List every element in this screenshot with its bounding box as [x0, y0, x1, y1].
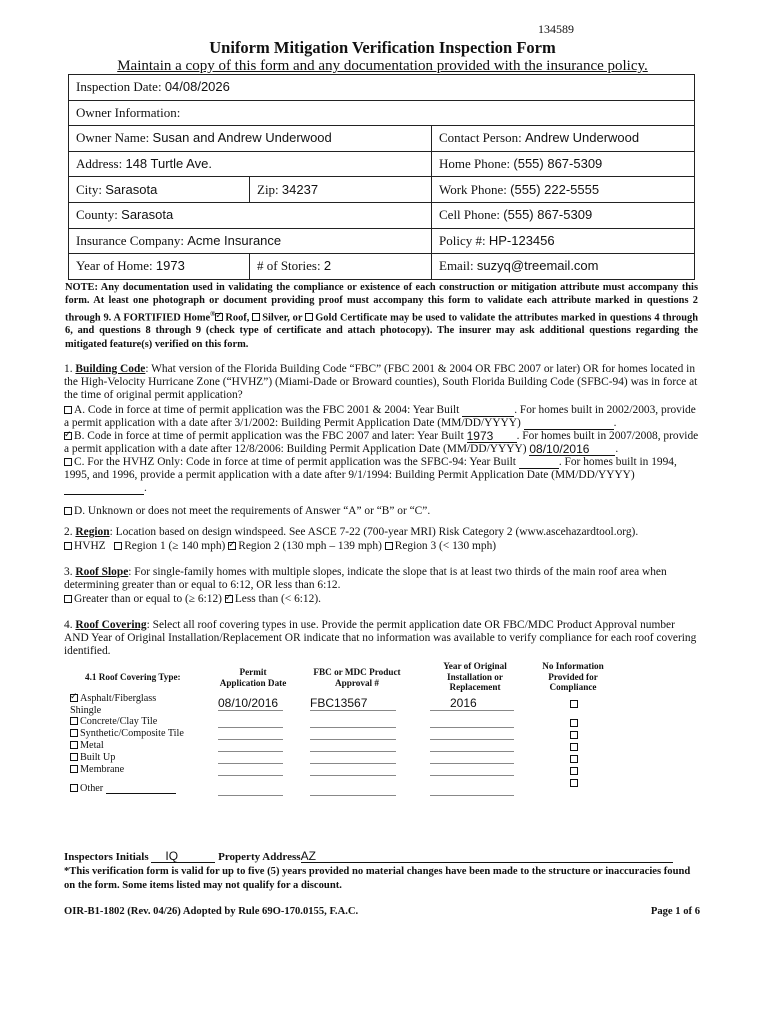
q4-number: 4. — [64, 619, 73, 631]
rc-asphalt-label-2: Shingle — [70, 705, 102, 716]
rc-membrane-year[interactable] — [430, 775, 514, 776]
rc-builtup-year[interactable] — [430, 763, 514, 764]
rc-asphalt-permit-date[interactable]: 08/10/2016 — [218, 697, 283, 711]
rc-row-other-type — [70, 783, 176, 794]
note-roof-label: Roof, — [225, 312, 250, 324]
owner-info-row — [69, 100, 695, 126]
rc-row-synthetic-type — [70, 728, 184, 739]
rc-row-asphalt-type — [70, 693, 156, 704]
rc-metal-label: Metal — [80, 740, 104, 751]
owner-info-heading: Owner Information: — [69, 100, 695, 126]
rc-synthetic-fbc-number[interactable] — [310, 739, 396, 740]
rc-header-permit: Permit Application Date — [219, 667, 287, 688]
rc-concrete-checkbox[interactable] — [70, 717, 78, 725]
q1-title: Building Code — [75, 363, 146, 375]
city-value: Sarasota — [105, 181, 158, 197]
stories-field[interactable] — [250, 254, 432, 280]
page-number: Page 1 of 6 — [650, 906, 700, 917]
q2-region3-label: Region 3 (< 130 mph) — [394, 540, 497, 552]
city-label: City: — [76, 181, 103, 197]
work-phone-field[interactable] — [432, 177, 695, 203]
q1-c-checkbox[interactable] — [64, 458, 72, 466]
inspector-initials-field[interactable]: IQ — [151, 850, 215, 863]
rc-other-permit-date[interactable] — [218, 795, 283, 796]
q1-intro — [64, 363, 699, 402]
inspection-date-row — [69, 75, 695, 101]
q2-region1-label: Region 1 (≥ 140 mph) — [124, 540, 226, 552]
insurance-value: Acme Insurance — [187, 232, 282, 248]
email-field[interactable] — [432, 254, 695, 280]
cell-phone-label: Cell Phone: — [439, 207, 501, 223]
rc-synthetic-year[interactable] — [430, 739, 514, 740]
inspector-initials-row — [64, 850, 673, 863]
q1-option-b: ✓B. Code in force at time of permit application was the FBC 2007 and later: Year Built 1973 . For homes built in 2007/2008, provide a permit application with a date after 12/8/2006: Building Permit Application Date (MM/DD/YYYY) 08/10/2016 . — [64, 430, 699, 456]
city-row — [69, 177, 695, 203]
q2-hvhz-label: HVHZ — [74, 540, 106, 552]
note-text-2: Gold Certificate may be used to validate the attributes marked in questions 4 through 6, and questions 8 through 9 (check type of certificate and attach photocopy). The insurer may ask additional questions regarding the mitigated feature(s) verified on this form. — [65, 312, 699, 350]
rc-other-no-info-checkbox[interactable] — [570, 779, 578, 787]
county-row — [69, 202, 695, 228]
zip-label: Zip: — [257, 181, 279, 197]
note-text-1: NOTE: Any documentation used in validating the compliance or existence of each construction or mitigation attribute must accompany this form. At least one photograph or document providing proof must accompany this form to validate each attribute marked in questions 2 through 9. A FORTIFIED Home — [65, 282, 698, 324]
fortified-silver-checkbox[interactable] — [252, 313, 260, 321]
rc-concrete-label: Concrete/Clay Tile — [80, 716, 158, 727]
insurance-row — [69, 228, 695, 254]
zip-value: 34237 — [281, 181, 319, 197]
rc-other-year[interactable] — [430, 795, 514, 796]
q4-intro-text: : Select all roof covering types in use. Provide the permit application date OR FBC/MDC Product Approval number AND Year of Original Installation/Replacement OR indicate that no information was available to verify compliance for each roof covering identified. — [64, 619, 697, 657]
county-field[interactable] — [69, 202, 432, 228]
validity-notice: *This verification form is valid for up to five (5) years provided no material changes have been made to the structure or inaccuracies found on the form. Some items listed may not qualify for a discount. — [64, 866, 691, 891]
rc-membrane-fbc-number[interactable] — [310, 775, 396, 776]
rc-header-year: Year of Original Installation or Replacement — [443, 661, 507, 692]
policy-value: HP-123456 — [488, 232, 555, 248]
q2-options — [64, 540, 699, 553]
rc-metal-no-info-checkbox[interactable] — [570, 743, 578, 751]
county-label: County: — [76, 207, 118, 223]
year-of-home-field[interactable] — [69, 254, 250, 280]
q3-greater-checkbox[interactable] — [64, 595, 72, 603]
q1-b-year-field[interactable]: 1973 — [467, 430, 517, 443]
q3-less-label: Less than (< 6:12). — [234, 593, 321, 605]
q1-a-text: A. Code in force at time of permit application was the FBC 2001 & 2004: Year Built — [74, 404, 460, 416]
rc-builtup-label: Built Up — [80, 752, 116, 763]
rc-builtup-fbc-number[interactable] — [310, 763, 396, 764]
registered-mark: ® — [210, 309, 216, 318]
q1-d-checkbox[interactable] — [64, 507, 72, 515]
insurance-field[interactable] — [69, 228, 432, 254]
form-title: Uniform Mitigation Verification Inspection Form — [209, 38, 556, 57]
address-label: Address: — [76, 156, 123, 172]
document-number: 134589 — [538, 22, 574, 36]
home-phone-value: (555) 867-5309 — [513, 156, 603, 172]
address-row — [69, 151, 695, 177]
q3-intro-text: : For single-family homes with multiple slopes, indicate the slope that is at least two thirds of the main roof area when determining greater than or equal to 6:12, OR less than 6:12. — [64, 566, 667, 591]
q2-region3-checkbox[interactable] — [385, 542, 393, 550]
q2-title: Region — [75, 526, 110, 538]
stories-value: 2 — [323, 258, 332, 274]
cell-phone-field[interactable] — [432, 202, 695, 228]
q1-b-text-2: . For homes built in 2007/2008, provide a permit application with a date after 12/8/2006: Building Permit Application Date (MM/DD/YYYY) — [64, 430, 699, 455]
rc-builtup-checkbox[interactable] — [70, 753, 78, 761]
rc-asphalt-no-info-checkbox[interactable] — [570, 700, 578, 708]
rc-other-fbc-number[interactable] — [310, 795, 396, 796]
policy-field[interactable] — [432, 228, 695, 254]
contact-person-field[interactable] — [432, 126, 695, 152]
policy-label: Policy #: — [439, 232, 486, 248]
year-of-home-label: Year of Home: — [76, 258, 153, 274]
form-identifier: OIR-B1-1802 (Rev. 04/26) Adopted by Rule 69O-170.0155, F.A.C. — [64, 906, 359, 917]
fortified-roof-checkbox[interactable] — [215, 313, 223, 321]
q3-greater-label: Greater than or equal to (≥ 6:12) — [74, 593, 222, 605]
rc-concrete-fbc-number[interactable] — [310, 727, 396, 728]
fortified-gold-checkbox[interactable] — [305, 313, 313, 321]
note-silver-label: Silver, or — [262, 312, 303, 324]
rc-concrete-no-info-checkbox[interactable] — [570, 719, 578, 727]
contact-person-label: Contact Person: — [439, 130, 522, 146]
rc-membrane-no-info-checkbox[interactable] — [570, 767, 578, 775]
email-label: Email: — [439, 258, 474, 274]
rc-row-builtup-type — [70, 752, 115, 763]
stories-label: # of Stories: — [257, 258, 321, 274]
owner-info-table — [68, 74, 695, 280]
q3-intro — [64, 566, 699, 592]
q1-d-text: D. Unknown or does not meet the requirements of Answer “A” or “B” or “C”. — [74, 505, 431, 517]
q1-c-date-field[interactable] — [64, 494, 144, 495]
cell-phone-value: (555) 867-5309 — [503, 207, 593, 223]
q2-number: 2. — [64, 526, 73, 538]
form-subtitle: Maintain a copy of this form and any documentation provided with the insurance policy. — [117, 58, 648, 74]
rc-synthetic-no-info-checkbox[interactable] — [570, 731, 578, 739]
inspector-initials-label: Inspectors Initials — [64, 851, 149, 863]
rc-builtup-permit-date[interactable] — [218, 763, 283, 764]
inspection-date-label: Inspection Date: — [76, 79, 162, 95]
rc-row-concrete-type — [70, 716, 157, 727]
rc-membrane-label: Membrane — [80, 764, 125, 775]
rc-concrete-year[interactable] — [430, 727, 514, 728]
rc-header-no-info: No Information Provided for Compliance — [542, 661, 604, 692]
rc-metal-year[interactable] — [430, 751, 514, 752]
rc-synthetic-checkbox[interactable] — [70, 729, 78, 737]
rc-other-label: Other — [80, 783, 104, 794]
q1-option-d — [64, 505, 699, 518]
q1-b-text: B. Code in force at time of permit application was the FBC 2007 and later: Year Built — [74, 430, 464, 442]
rc-header-fbc: FBC or MDC Product Approval # — [313, 667, 401, 688]
inspection-date-cell[interactable] — [69, 75, 695, 101]
q3-options — [64, 593, 699, 606]
address-value: 148 Turtle Ave. — [125, 156, 212, 172]
rc-synthetic-label: Synthetic/Composite Tile — [80, 728, 184, 739]
rc-asphalt-checkbox[interactable] — [70, 694, 78, 702]
owner-name-value: Susan and Andrew Underwood — [152, 130, 332, 146]
q1-a-checkbox[interactable] — [64, 406, 72, 414]
rc-header-type: 4.1 Roof Covering Type: — [85, 672, 181, 682]
insurance-label: Insurance Company: — [76, 232, 184, 248]
zip-field[interactable] — [250, 177, 432, 203]
rc-asphalt-fbc-number[interactable]: FBC13567 — [310, 697, 396, 711]
owner-name-row — [69, 126, 695, 152]
email-value: suzyq@treemail.com — [476, 258, 599, 274]
rc-metal-fbc-number[interactable] — [310, 751, 396, 752]
q1-c-text: C. For the HVHZ Only: Code in force at time of permit application was the SFBC-94: Year Built — [74, 456, 516, 468]
q2-intro — [64, 526, 699, 539]
q3-number: 3. — [64, 566, 73, 578]
year-of-home-value: 1973 — [155, 258, 185, 274]
rc-concrete-permit-date[interactable] — [218, 727, 283, 728]
year-row — [69, 254, 695, 280]
rc-builtup-no-info-checkbox[interactable] — [570, 755, 578, 763]
q2-region2-label: Region 2 (130 mph – 139 mph) — [238, 540, 382, 552]
rc-row-membrane-type — [70, 764, 124, 775]
rc-other-specify-field[interactable] — [106, 793, 176, 794]
county-value: Sarasota — [121, 207, 174, 223]
work-phone-label: Work Phone: — [439, 181, 507, 197]
rc-synthetic-permit-date[interactable] — [218, 739, 283, 740]
q4-intro — [64, 619, 699, 658]
home-phone-field[interactable] — [432, 151, 695, 177]
q3-title: Roof Slope — [75, 566, 129, 578]
work-phone-value: (555) 222-5555 — [510, 181, 600, 197]
q3-less-checkbox[interactable] — [225, 595, 233, 603]
q1-option-c: C. For the HVHZ Only: Code in force at time of permit application was the SFBC-94: Year Built . For homes built in 1994, 1995, and 1996, provide a permit application with a date after 9/1/1994: Building Permit Application Date (MM/DD/YYYY) . — [64, 456, 677, 494]
rc-metal-checkbox[interactable] — [70, 741, 78, 749]
owner-name-label: Owner Name: — [76, 130, 150, 146]
rc-row-metal-type — [70, 740, 104, 751]
rc-membrane-checkbox[interactable] — [70, 765, 78, 773]
q4-title: Roof Covering — [75, 619, 147, 631]
rc-asphalt-year[interactable]: 2016 — [430, 697, 514, 711]
city-field[interactable] — [69, 177, 250, 203]
note-paragraph — [65, 281, 698, 351]
q1-a-text-2: . For homes built in 2002/2003, provide a permit application with a date after 3/1/2002: Building Permit Application Date (MM/DD/YYYY) — [64, 404, 696, 429]
q2-hvhz-checkbox[interactable] — [64, 542, 72, 550]
q1-c-text-2: . For homes built in 1994, 1995, and 1996, provide a permit application with a date after 9/1/1994: Building Permit Application Date (MM/DD/YYYY) — [64, 456, 677, 481]
rc-other-checkbox[interactable] — [70, 784, 78, 792]
owner-name-field[interactable] — [69, 126, 432, 152]
property-address-label: Property Address — [218, 851, 301, 863]
rc-metal-permit-date[interactable] — [218, 751, 283, 752]
q1-option-a: A. Code in force at time of permit application was the FBC 2001 & 2004: Year Built . For homes built in 2002/2003, provide a permit application with a date after 3/1/2002: Building Permit Application Date (MM/DD/YYYY) . — [64, 404, 696, 429]
q1-b-checkbox[interactable] — [64, 432, 72, 440]
inspection-date-value: 04/08/2026 — [164, 79, 230, 95]
q2-region2-checkbox[interactable] — [228, 542, 236, 550]
address-field[interactable] — [69, 151, 432, 177]
home-phone-label: Home Phone: — [439, 156, 511, 172]
rc-asphalt-label: Asphalt/Fiberglass — [80, 693, 157, 704]
contact-person-value: Andrew Underwood — [524, 130, 640, 146]
property-address-field[interactable]: AZ — [301, 850, 673, 863]
q1-number: 1. — [64, 363, 73, 375]
q2-intro-text: : Location based on design windspeed. See ASCE 7-22 (700-year MRI) Risk Category 2 (www.ascehazardtool.org). — [109, 526, 639, 538]
rc-membrane-permit-date[interactable] — [218, 775, 283, 776]
q2-region1-checkbox[interactable] — [114, 542, 122, 550]
q1-intro-text: : What version of the Florida Building Code “FBC” (FBC 2001 & 2004 OR FBC 2007 or later) OR for homes located in the High-Velocity Hurricane Zone (“HVHZ”) (Miami-Dade or Broward counties), South Florida Building Code (SFBC-94) was in force at the time of original permit application? — [64, 363, 698, 401]
q1-b-date-field[interactable]: 08/10/2016 — [529, 443, 615, 456]
